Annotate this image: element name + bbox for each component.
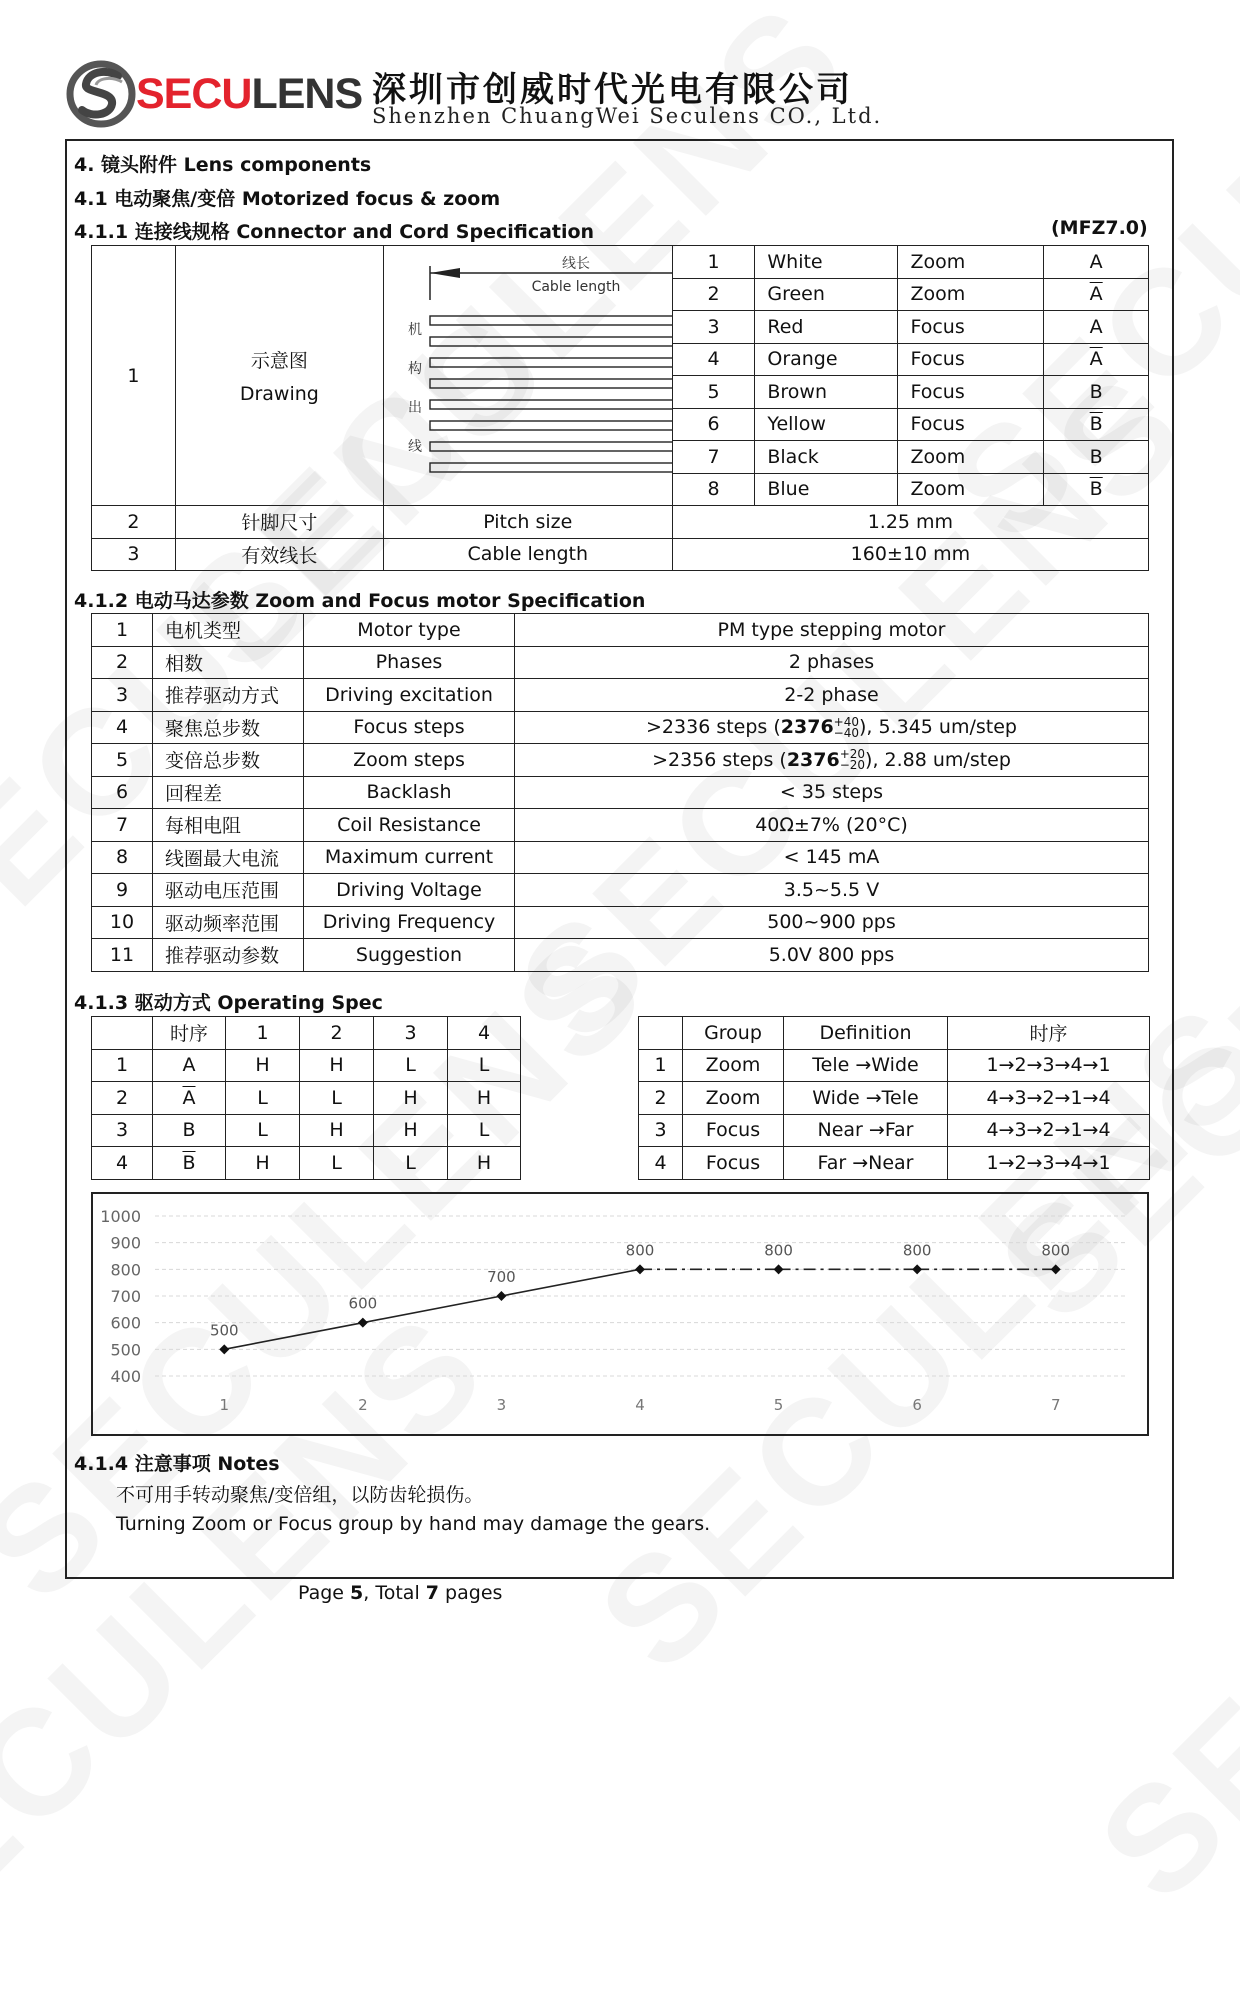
spec-name-cn: 变倍总步数 — [153, 744, 304, 777]
level-cell: H — [226, 1049, 300, 1082]
spec-name-en: Coil Resistance — [304, 809, 515, 842]
wire — [430, 400, 673, 409]
row-number: 2 — [92, 1082, 153, 1115]
spec-name-cn: 相数 — [153, 646, 304, 679]
pin-number: 5 — [672, 376, 755, 409]
pin-number: 3 — [672, 311, 755, 344]
spec-name-cn: 推荐驱动方式 — [153, 679, 304, 712]
wire-color: Orange — [755, 343, 898, 376]
spec-name-en: Motor type — [304, 614, 515, 647]
row-number: 2 — [639, 1082, 683, 1115]
level-cell: L — [300, 1147, 374, 1180]
header-cell — [92, 1017, 153, 1050]
level-cell: L — [448, 1049, 521, 1082]
y-tick-label: 900 — [110, 1233, 141, 1253]
drawing-label-cn: 示意图 — [250, 350, 308, 372]
pin-signal: B — [1044, 441, 1149, 474]
data-label: 800 — [625, 1241, 655, 1260]
side-label: 机 — [407, 322, 422, 338]
spec-name-en: Driving Voltage — [304, 874, 515, 907]
wire-color: Yellow — [755, 408, 898, 441]
pin-group: Zoom — [898, 473, 1044, 506]
motor-spec-row — [92, 776, 1149, 809]
side-label: 构 — [407, 361, 422, 377]
connector-table — [91, 245, 1149, 571]
series-line-segment — [363, 1296, 502, 1323]
signal-name: A — [153, 1049, 226, 1082]
pin-number: 4 — [672, 343, 755, 376]
direction-row — [639, 1114, 1150, 1147]
side-label: 线 — [407, 439, 422, 455]
row-number: 3 — [92, 1114, 153, 1147]
signal-name: B — [153, 1114, 226, 1147]
pin-number: 6 — [672, 408, 755, 441]
spec-name-en: Phases — [304, 646, 515, 679]
definition-cell: Far →Near — [784, 1147, 948, 1180]
cable-drawing — [383, 246, 672, 506]
row-number: 2 — [92, 646, 153, 679]
motor-spec-row — [92, 614, 1149, 647]
spec-name-cn: 推荐驱动参数 — [153, 939, 304, 972]
data-point — [358, 1318, 368, 1328]
row-number: 1 — [92, 1049, 153, 1082]
wire — [430, 463, 673, 472]
row-number: 11 — [92, 939, 153, 972]
pin-group: Zoom — [898, 441, 1044, 474]
y-tick-label: 800 — [110, 1260, 141, 1280]
header-cell: 时序 — [948, 1017, 1150, 1050]
section-heading-4-1: 4.1 电动聚焦/变倍 Motorized focus & zoom — [74, 188, 501, 210]
pin-number: 2 — [672, 278, 755, 311]
direction-header-row — [639, 1017, 1150, 1050]
sequence-row — [92, 1114, 521, 1147]
row-number: 3 — [92, 538, 176, 571]
spec-name-en: Zoom steps — [304, 744, 515, 777]
direction-row — [639, 1147, 1150, 1180]
spec-name-cn: 回程差 — [153, 776, 304, 809]
spec-name-en: Cable length — [383, 538, 672, 571]
spec-value: < 145 mA — [515, 841, 1149, 874]
x-tick-label: 5 — [773, 1396, 784, 1414]
spec-name-en: Maximum current — [304, 841, 515, 874]
x-tick-label: 3 — [496, 1396, 507, 1414]
brand-name: SECULENS — [136, 70, 363, 118]
sequence-table — [91, 1016, 521, 1180]
spec-value: PM type stepping motor — [515, 614, 1149, 647]
spec-value: 2-2 phase — [515, 679, 1149, 712]
y-tick-label: 400 — [110, 1367, 141, 1386]
step-frequency-chart — [91, 1192, 1149, 1436]
wire — [430, 442, 673, 451]
row-number: 4 — [639, 1147, 683, 1180]
row-number: 9 — [92, 874, 153, 907]
row-number: 4 — [92, 711, 153, 744]
header-cell: 1 — [226, 1017, 300, 1050]
motor-spec-row — [92, 711, 1149, 744]
pin-signal: A — [1044, 311, 1149, 344]
row-number: 3 — [92, 679, 153, 712]
level-cell: L — [448, 1114, 521, 1147]
data-point — [1051, 1264, 1061, 1274]
pin-signal: A — [1044, 246, 1149, 279]
drawing-label — [175, 246, 383, 506]
data-label: 800 — [764, 1241, 793, 1260]
level-cell: H — [300, 1114, 374, 1147]
definition-cell: Near →Far — [784, 1114, 948, 1147]
signal-name: $\overline{A}$ — [153, 1082, 226, 1115]
header-cell: Definition — [784, 1017, 948, 1050]
spec-value: 500~900 pps — [515, 906, 1149, 939]
pin-number: 7 — [672, 441, 755, 474]
row-number: 2 — [92, 506, 176, 539]
sequence-cell: 1→2→3→4→1 — [948, 1049, 1150, 1082]
row-number: 4 — [92, 1147, 153, 1180]
pin-signal: B — [1044, 376, 1149, 409]
row-number: 10 — [92, 906, 153, 939]
page-footer: Page 5, Total 7 pages — [298, 1582, 503, 1604]
pin-signal: $\overline{A}$ — [1044, 343, 1149, 376]
spec-value: < 35 steps — [515, 776, 1149, 809]
y-tick-label: 700 — [110, 1287, 141, 1306]
level-cell: L — [226, 1082, 300, 1115]
level-cell: H — [374, 1082, 448, 1115]
wire-color: Black — [755, 441, 898, 474]
row-number: 7 — [92, 809, 153, 842]
notes-text-cn: 不可用手转动聚焦/变倍组，以防齿轮损伤。 — [116, 1484, 484, 1506]
spec-value: 2 phases — [515, 646, 1149, 679]
cable-length-label-cn: 线长 — [561, 256, 590, 272]
wire-color: White — [755, 246, 898, 279]
section-heading-4: 4. 镜头附件 Lens components — [74, 154, 372, 176]
sequence-cell: 4→3→2→1→4 — [948, 1082, 1150, 1115]
connector-spec-row — [92, 506, 1149, 539]
seculens-logo-icon — [66, 58, 136, 130]
spec-name-cn: 电机类型 — [153, 614, 304, 647]
spec-name-cn: 针脚尺寸 — [175, 506, 383, 539]
data-point — [635, 1264, 645, 1274]
connector-spec-row — [92, 538, 1149, 571]
sequence-row — [92, 1049, 521, 1082]
spec-value: >2336 steps (2376 +40 −40 ), 5.345 um/step — [515, 711, 1149, 744]
group-cell: Zoom — [683, 1049, 784, 1082]
y-tick-label: 500 — [110, 1340, 141, 1360]
spec-name-en: Driving excitation — [304, 679, 515, 712]
row-number: 1 — [92, 614, 153, 647]
x-tick-label: 4 — [635, 1396, 645, 1414]
motor-spec-row — [92, 809, 1149, 842]
definition-cell: Wide →Tele — [784, 1082, 948, 1115]
spec-value: 160±10 mm — [672, 538, 1148, 571]
spec-value: 3.5~5.5 V — [515, 874, 1149, 907]
group-cell: Zoom — [683, 1082, 784, 1115]
spec-name-en: Backlash — [304, 776, 515, 809]
data-label: 500 — [209, 1321, 239, 1340]
data-point — [912, 1264, 922, 1274]
motor-spec-row — [92, 906, 1149, 939]
row-number: 1 — [92, 246, 176, 506]
sequence-row — [92, 1082, 521, 1115]
spec-name-cn: 驱动电压范围 — [153, 874, 304, 907]
pin-number: 1 — [672, 246, 755, 279]
section-heading-4-1-2: 4.1.2 电动马达参数 Zoom and Focus motor Specification — [74, 590, 646, 612]
motor-spec-row — [92, 744, 1149, 777]
spec-name-cn: 线圈最大电流 — [153, 841, 304, 874]
cable-drawing-icon — [384, 248, 673, 498]
wire — [430, 358, 673, 367]
header-cell: 4 — [448, 1017, 521, 1050]
row-number: 6 — [92, 776, 153, 809]
spec-name-cn: 聚焦总步数 — [153, 711, 304, 744]
level-cell: H — [226, 1147, 300, 1180]
direction-row — [639, 1049, 1150, 1082]
level-cell: L — [300, 1082, 374, 1115]
header-cell: Group — [683, 1017, 784, 1050]
direction-table — [638, 1016, 1150, 1180]
row-number: 8 — [92, 841, 153, 874]
header-cell: 2 — [300, 1017, 374, 1050]
arrow-left-icon — [430, 268, 460, 278]
spec-name-en: Pitch size — [383, 506, 672, 539]
pin-group: Focus — [898, 408, 1044, 441]
wire-color: Green — [755, 278, 898, 311]
x-tick-label: 1 — [219, 1396, 230, 1414]
pin-signal: $\overline{B}$ — [1044, 408, 1149, 441]
spec-value: >2356 steps (2376 +20 −20 ), 2.88 um/step — [515, 744, 1149, 777]
wire — [430, 316, 673, 325]
spec-value: 1.25 mm — [672, 506, 1148, 539]
drawing-label-en: Drawing — [239, 383, 319, 405]
data-label: 600 — [348, 1294, 378, 1313]
y-tick-label: 600 — [110, 1313, 141, 1333]
y-tick-label: 1000 — [100, 1207, 141, 1226]
series-line-segment — [224, 1323, 363, 1350]
level-cell: L — [226, 1114, 300, 1147]
definition-cell: Tele →Wide — [784, 1049, 948, 1082]
spec-name-cn: 有效线长 — [175, 538, 383, 571]
data-point — [774, 1264, 784, 1274]
level-cell: H — [448, 1147, 521, 1180]
level-cell: L — [374, 1147, 448, 1180]
pin-group: Zoom — [898, 278, 1044, 311]
data-label: 800 — [902, 1241, 932, 1260]
spec-value: 40Ω±7% (20°C) — [515, 809, 1149, 842]
row-number: 3 — [639, 1114, 683, 1147]
wire — [430, 421, 673, 430]
cable-length-label-en: Cable length — [531, 279, 621, 295]
spec-name-cn: 每相电阻 — [153, 809, 304, 842]
row-number: 1 — [639, 1049, 683, 1082]
pin-group: Focus — [898, 376, 1044, 409]
pin-number: 8 — [672, 473, 755, 506]
side-label: 出 — [407, 400, 422, 416]
spec-value: 5.0V 800 pps — [515, 939, 1149, 972]
pin-group: Zoom — [898, 246, 1044, 279]
sequence-row — [92, 1147, 521, 1180]
spec-name-en: Suggestion — [304, 939, 515, 972]
spec-name-en: Focus steps — [304, 711, 515, 744]
header-cell: 时序 — [153, 1017, 226, 1050]
data-label: 700 — [487, 1268, 516, 1286]
motor-spec-row — [92, 874, 1149, 907]
wire-color: Red — [755, 311, 898, 344]
spec-name-en: Driving Frequency — [304, 906, 515, 939]
wire-color: Blue — [755, 473, 898, 506]
level-cell: H — [374, 1114, 448, 1147]
company-name-cn: 深圳市创威时代光电有限公司 — [372, 70, 853, 110]
pin-signal: $\overline{B}$ — [1044, 473, 1149, 506]
notes-text-en: Turning Zoom or Focus group by hand may damage the gears. — [116, 1513, 711, 1535]
x-tick-label: 2 — [358, 1396, 368, 1414]
data-label: 800 — [1041, 1241, 1071, 1260]
data-point — [496, 1291, 506, 1301]
level-cell: L — [374, 1049, 448, 1082]
sequence-cell: 1→2→3→4→1 — [948, 1147, 1150, 1180]
pin-signal: $\overline{A}$ — [1044, 278, 1149, 311]
sequence-cell: 4→3→2→1→4 — [948, 1114, 1150, 1147]
level-cell: H — [300, 1049, 374, 1082]
motor-spec-row — [92, 841, 1149, 874]
x-tick-label: 6 — [912, 1396, 922, 1414]
spec-name-cn: 驱动频率范围 — [153, 906, 304, 939]
row-number: 5 — [92, 744, 153, 777]
motor-spec-row — [92, 939, 1149, 972]
motor-spec-table — [91, 613, 1149, 972]
company-name-en: Shenzhen ChuangWei Seculens CO., Ltd. — [372, 104, 883, 128]
wire-color: Brown — [755, 376, 898, 409]
section-heading-4-1-4: 4.1.4 注意事项 Notes — [74, 1453, 280, 1475]
group-cell: Focus — [683, 1114, 784, 1147]
pin-group: Focus — [898, 311, 1044, 344]
data-point — [219, 1344, 229, 1354]
group-cell: Focus — [683, 1147, 784, 1180]
signal-name: $\overline{B}$ — [153, 1147, 226, 1180]
section-heading-4-1-1: 4.1.1 连接线规格 Connector and Cord Specification — [74, 221, 595, 243]
pin-row — [92, 246, 1149, 279]
model-label: (MFZ7.0) — [1051, 217, 1148, 239]
wire — [430, 337, 673, 346]
direction-row — [639, 1082, 1150, 1115]
x-tick-label: 7 — [1050, 1396, 1061, 1414]
header-cell — [639, 1017, 683, 1050]
motor-spec-row — [92, 679, 1149, 712]
pin-group: Focus — [898, 343, 1044, 376]
series-line-segment — [501, 1269, 640, 1296]
wire — [430, 379, 673, 388]
level-cell: H — [448, 1082, 521, 1115]
sequence-header-row — [92, 1017, 521, 1050]
section-heading-4-1-3: 4.1.3 驱动方式 Operating Spec — [74, 992, 383, 1014]
header-cell: 3 — [374, 1017, 448, 1050]
motor-spec-row — [92, 646, 1149, 679]
